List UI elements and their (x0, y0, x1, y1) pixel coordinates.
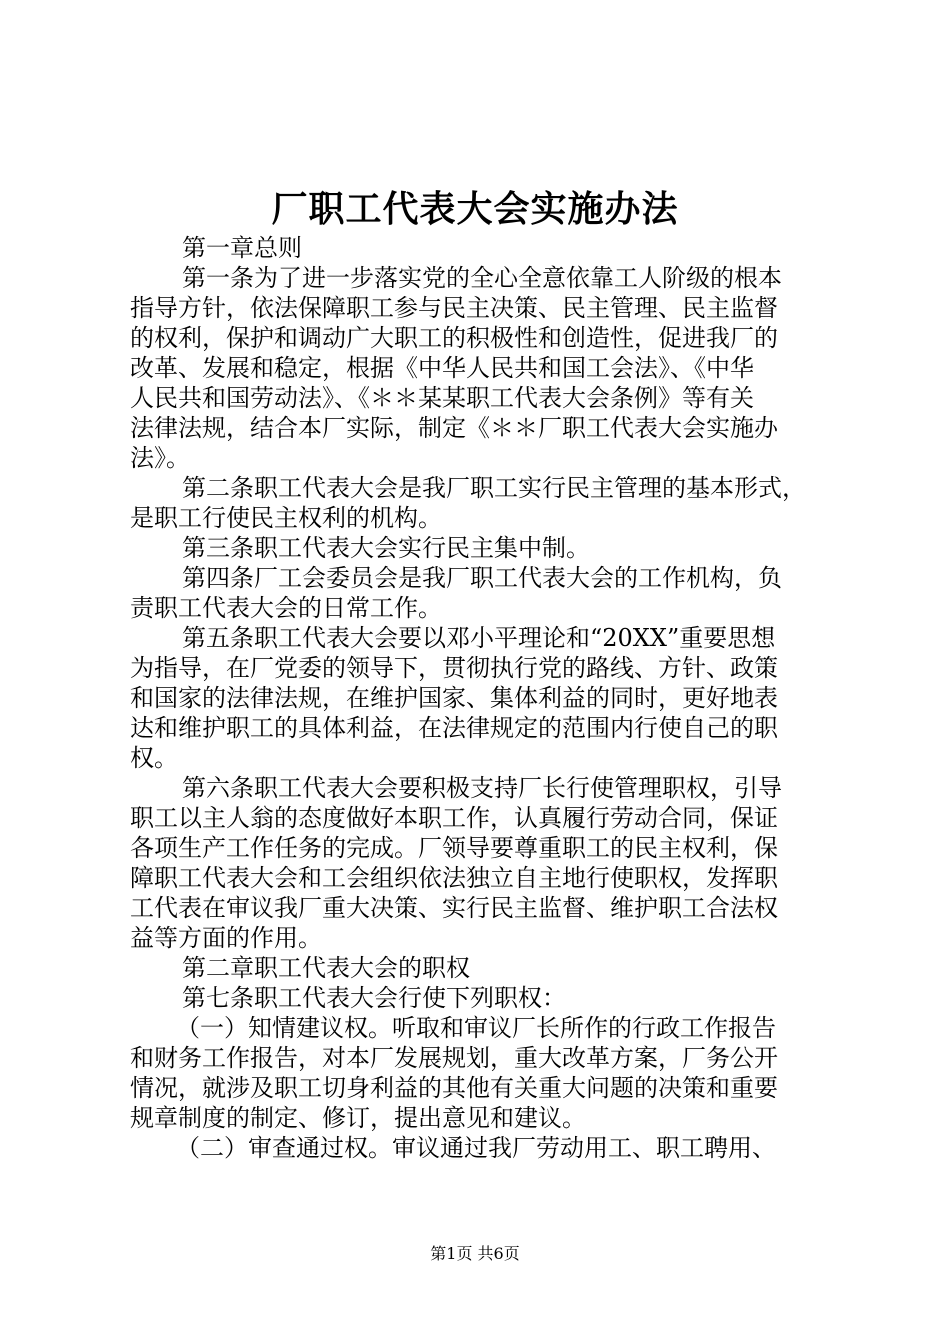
paragraph-line: 的权利，保护和调动广大职工的积极性和创造性，促进我厂的 (130, 324, 778, 352)
paragraph-line: 第六条职工代表大会要积极支持厂长行使管理职权，引导 (182, 774, 782, 802)
paragraph-line: （一）知情建议权。听取和审议厂长所作的行政工作报告 (176, 1014, 776, 1042)
paragraph-line: 法》。 (130, 444, 190, 472)
paragraph-line: 改革、发展和稳定，根据《中华人民共和国工会法》、《中华 (130, 354, 754, 382)
paragraph-line: 责职工代表大会的日常工作。 (130, 594, 442, 622)
document-body (130, 233, 830, 1163)
paragraph-line: 第四条厂工会委员会是我厂职工代表大会的工作机构，负 (182, 564, 782, 592)
paragraph-line: 情况，就涉及职工切身利益的其他有关重大问题的决策和重要 (130, 1074, 778, 1102)
chapter-heading: 第二章职工代表大会的职权 (182, 954, 470, 982)
paragraph-line: （二）审查通过权。审议通过我厂劳动用工、职工聘用、 (176, 1134, 776, 1162)
paragraph-line: 人民共和国劳动法》、《＊＊某某职工代表大会条例》等有关 (130, 384, 754, 412)
chapter-heading: 第一章总则 (182, 234, 302, 262)
paragraph-line: 和国家的法律法规，在维护国家、集体利益的同时，更好地表 (130, 684, 778, 712)
paragraph-line: 第二条职工代表大会是我厂职工实行民主管理的基本形式， (182, 474, 806, 502)
paragraph-line: 工代表在审议我厂重大决策、实行民主监督、维护职工合法权 (130, 894, 778, 922)
paragraph-line: 障职工代表大会和工会组织依法独立自主地行使职权，发挥职 (130, 864, 778, 892)
paragraph-line: 各项生产工作任务的完成。厂领导要尊重职工的民主权利，保 (130, 834, 778, 862)
paragraph-line: 第一条为了进一步落实党的全心全意依靠工人阶级的根本 (182, 264, 782, 292)
paragraph-line: 第五条职工代表大会要以邓小平理论和“20XX”重要思想 (182, 624, 776, 652)
paragraph-line: 为指导，在厂党委的领导下，贯彻执行党的路线、方针、政策 (130, 654, 778, 682)
paragraph-line: 和财务工作报告，对本厂发展规划，重大改革方案，厂务公开 (130, 1044, 778, 1072)
paragraph-line: 权。 (130, 744, 178, 772)
paragraph-line: 法律法规，结合本厂实际，制定《＊＊厂职工代表大会实施办 (130, 414, 778, 442)
paragraph-line: 职工以主人翁的态度做好本职工作，认真履行劳动合同，保证 (130, 804, 778, 832)
paragraph-line: 指导方针，依法保障职工参与民主决策、民主管理、民主监督 (130, 294, 778, 322)
page-footer: 第1页 共6页 (430, 1244, 520, 1263)
paragraph-line: 规章制度的制定、修订，提出意见和建议。 (130, 1104, 586, 1132)
paragraph-line: 达和维护职工的具体利益，在法律规定的范围内行使自己的职 (130, 714, 778, 742)
document-title: 厂职工代表大会实施办法 (271, 188, 679, 230)
paragraph-line: 第七条职工代表大会行使下列职权： (182, 984, 566, 1012)
paragraph-line: 益等方面的作用。 (130, 924, 322, 952)
paragraph-line: 是职工行使民主权利的机构。 (130, 504, 442, 532)
paragraph-line: 第三条职工代表大会实行民主集中制。 (182, 534, 590, 562)
